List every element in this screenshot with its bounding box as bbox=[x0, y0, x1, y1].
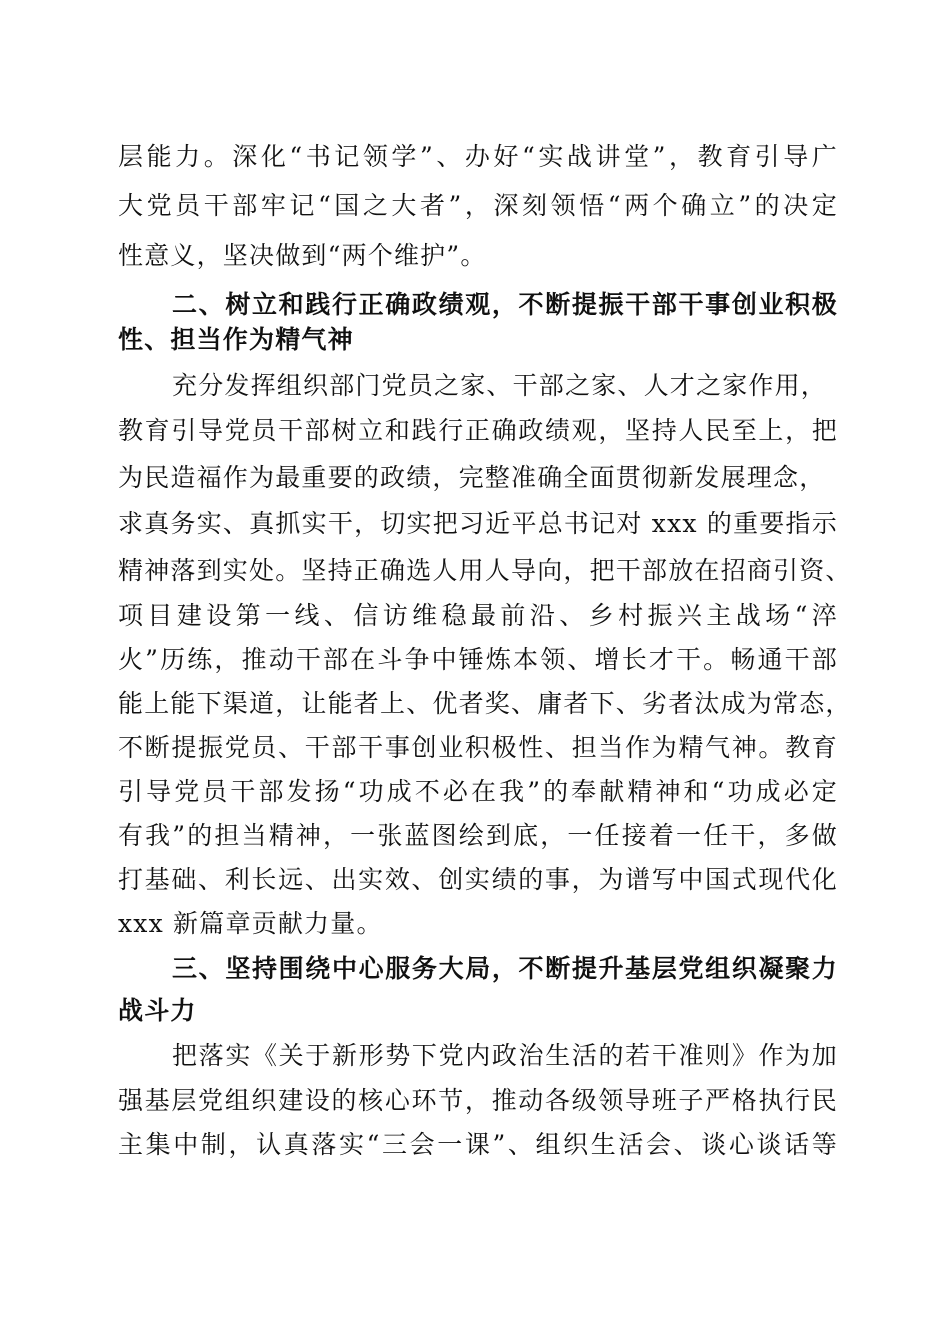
body-text-line: 求真务实、真抓实干，切实把习近平总书记对 xxx 的重要指示 bbox=[118, 509, 838, 538]
body-text-line: 主集中制，认真落实“三会一课”、组织生活会、谈心谈话等 bbox=[118, 1130, 838, 1159]
section-heading-2-cont: 性、担当作为精气神 bbox=[118, 325, 354, 354]
body-text-line: 精神落到实处。坚持正确选人用人导向，把干部放在招商引资、 bbox=[118, 556, 852, 585]
body-text-line: 教育引导党员干部树立和践行正确政绩观，坚持人民至上，把 bbox=[118, 416, 838, 445]
body-text-line: 为民造福作为最重要的政绩，完整准确全面贯彻新发展理念， bbox=[118, 463, 826, 492]
section-heading-3: 三、坚持围绕中心服务大局，不断提升基层党组织凝聚力 bbox=[172, 954, 838, 983]
body-text-line: 火”历练，推动干部在斗争中锤炼本领、增长才干。畅通干部 bbox=[118, 645, 838, 674]
body-text-line: 层能力。深化“书记领学”、办好“实战讲堂”，教育引导广 bbox=[118, 142, 838, 171]
body-text-line: 项目建设第一线、信访维稳最前沿、乡村振兴主战场“淬 bbox=[118, 601, 838, 630]
body-text-line: 引导党员干部发扬“功成不必在我”的奉献精神和“功成必定 bbox=[118, 777, 838, 806]
body-text-line: 不断提振党员、干部干事创业积极性、担当作为精气神。教育 bbox=[118, 733, 838, 762]
body-text-line: xxx 新篇章贡献力量。 bbox=[118, 909, 383, 938]
body-text-line: 强基层党组织建设的核心环节，推动各级领导班子严格执行民 bbox=[118, 1086, 838, 1115]
body-text-line: 能上能下渠道，让能者上、优者奖、庸者下、劣者汰成为常态， bbox=[118, 689, 852, 718]
body-text-line: 大党员干部牢记“国之大者”，深刻领悟“两个确立”的决定 bbox=[118, 191, 838, 220]
body-text-line: 打基础、利长远、出实效、创实绩的事，为谱写中国式现代化 bbox=[118, 865, 838, 894]
section-heading-2: 二、树立和践行正确政绩观，不断提振干部干事创业积极 bbox=[172, 290, 838, 319]
body-text-line: 充分发挥组织部门党员之家、干部之家、人才之家作用， bbox=[172, 371, 828, 400]
body-text-line: 把落实《关于新形势下党内政治生活的若干准则》作为加 bbox=[172, 1041, 838, 1070]
body-text-line: 有我”的担当精神，一张蓝图绘到底，一任接着一任干，多做 bbox=[118, 821, 838, 850]
section-heading-3-cont: 战斗力 bbox=[118, 996, 197, 1025]
body-text-line: 性意义，坚决做到“两个维护”。 bbox=[118, 241, 487, 270]
